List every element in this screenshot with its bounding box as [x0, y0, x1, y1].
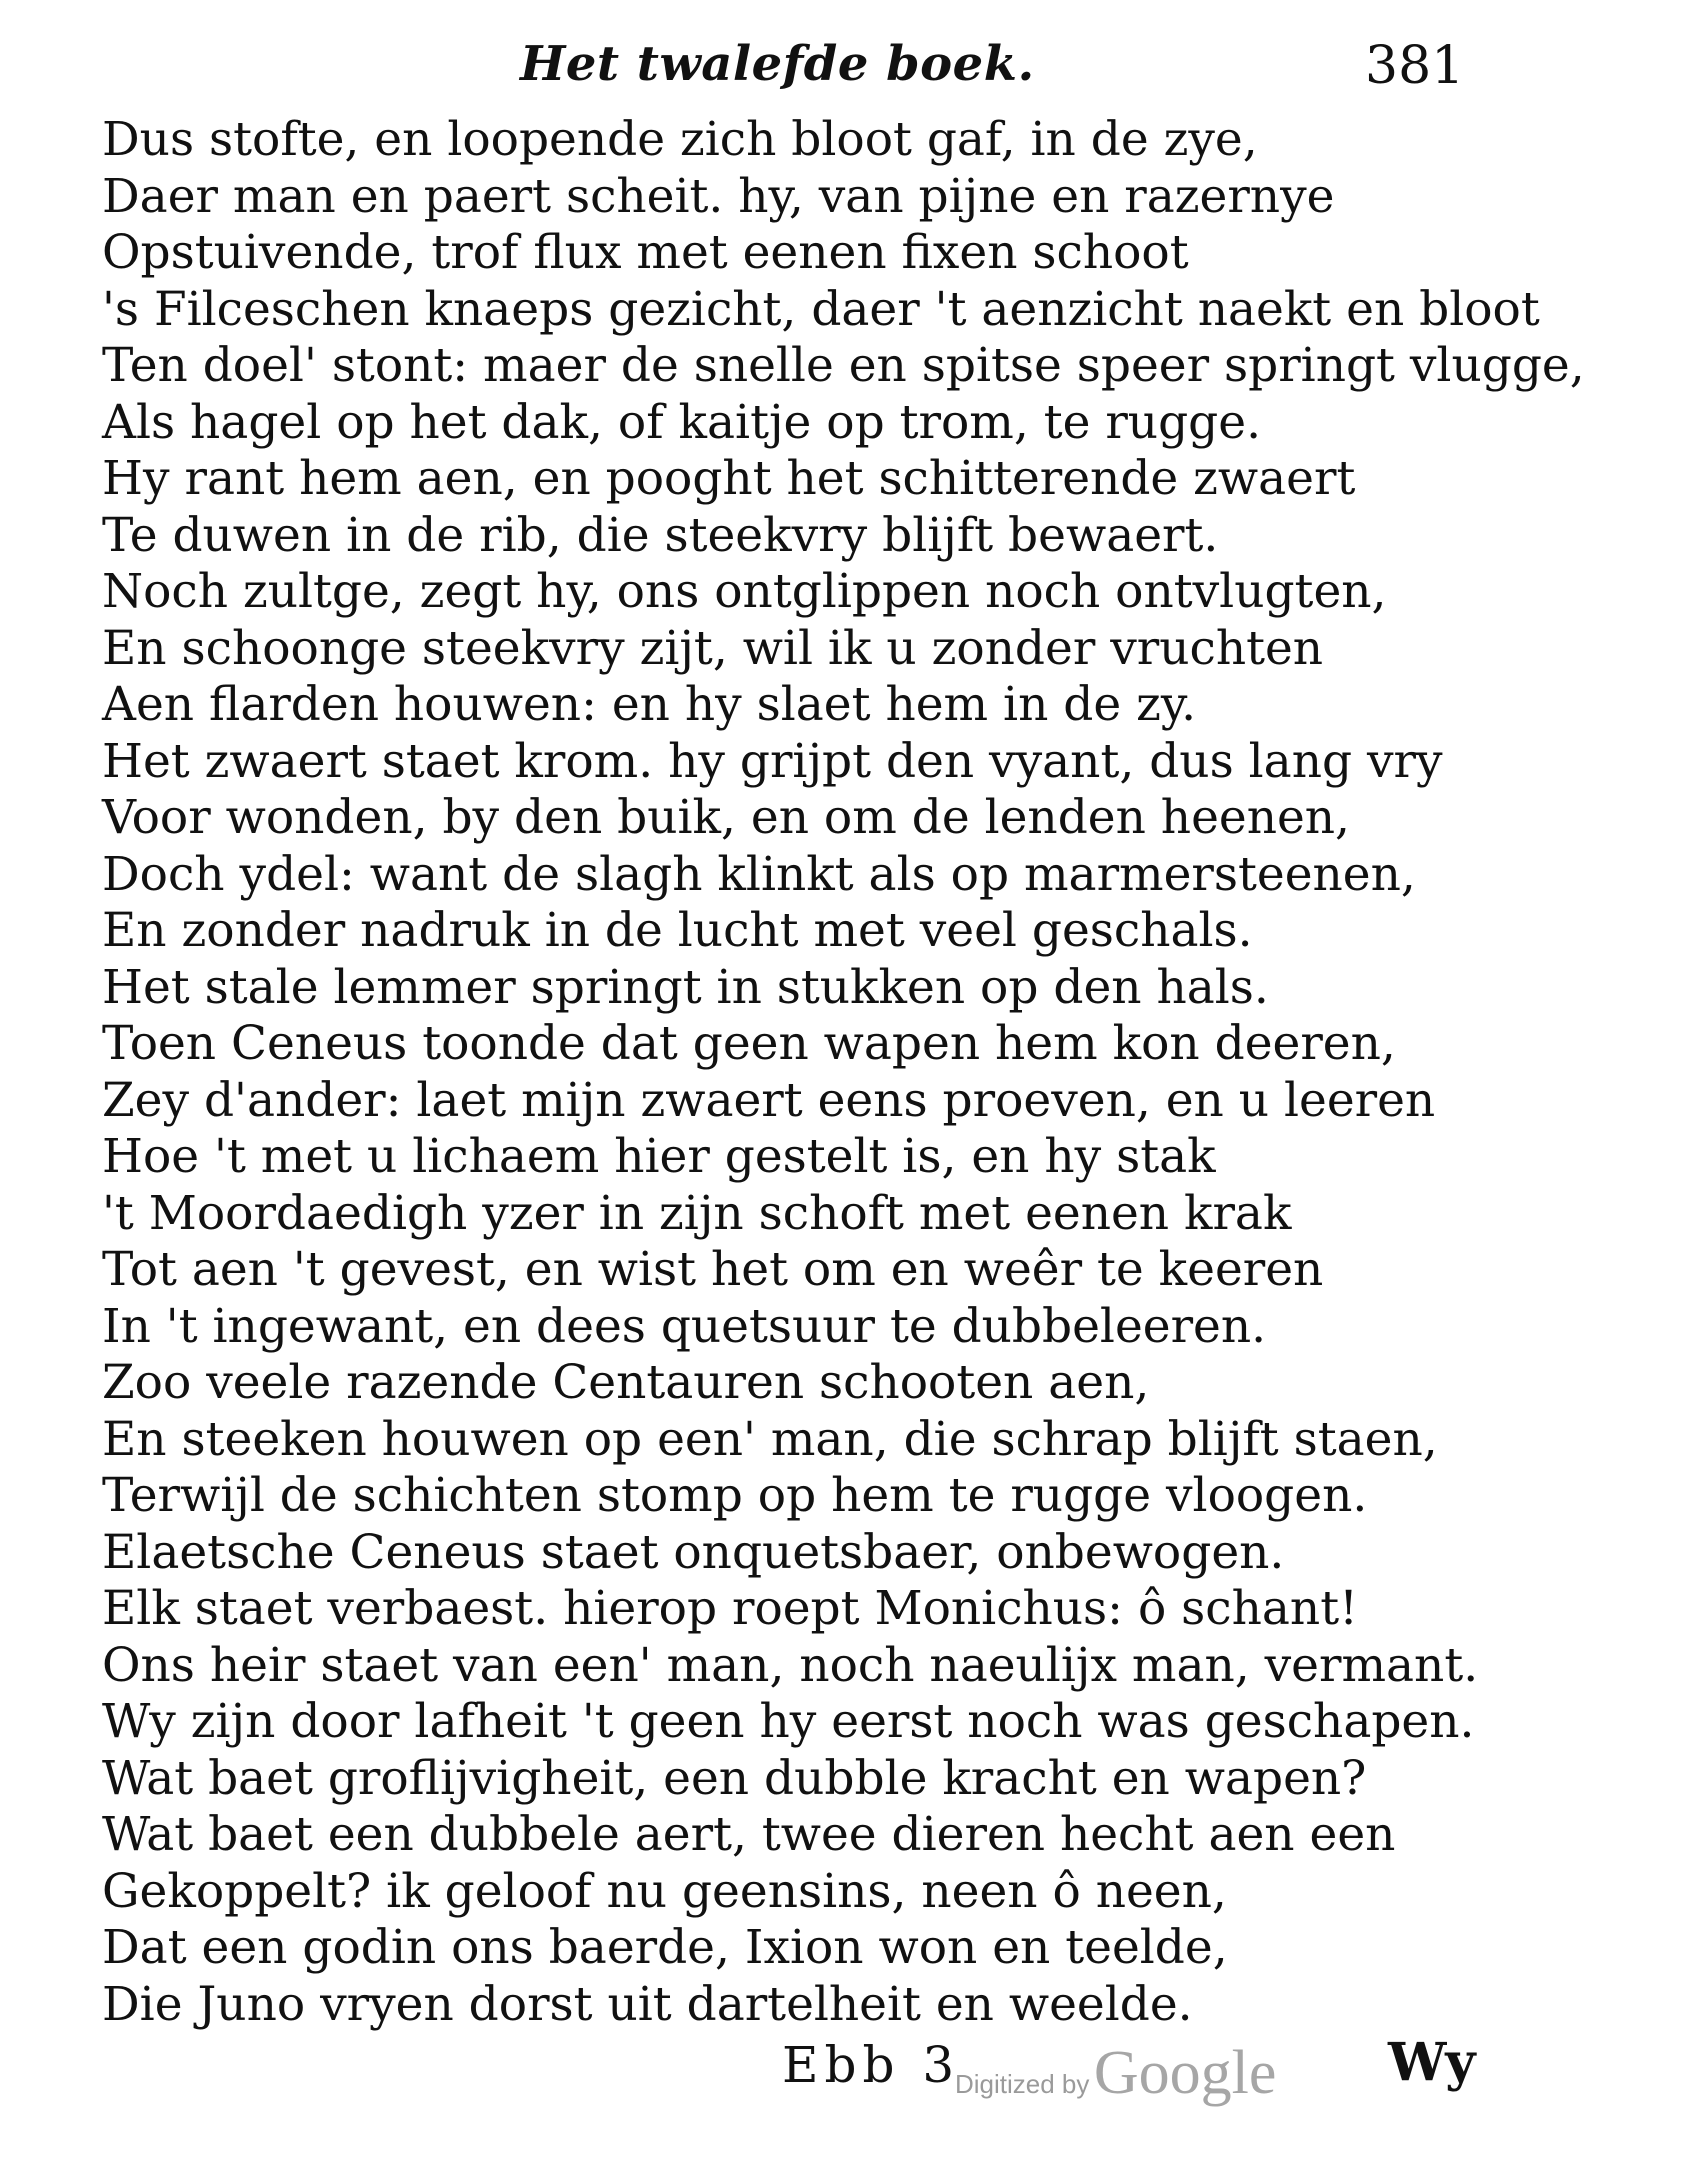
verse-line: Wat baet een dubbele aert, twee dieren hecht aen een — [102, 1807, 1396, 1862]
verse-line: En zonder nadruk in de lucht met veel geschals. — [102, 903, 1253, 958]
catchword: Wy — [1388, 2032, 1476, 2093]
verse-line: Dat een godin ons baerde, Ixion won en teelde, — [102, 1920, 1228, 1975]
verse-line: En steeken houwen op een' man, die schrap blijft staen, — [102, 1411, 1438, 1467]
verse-line: Aen flarden houwen: en hy slaet hem in de zy. — [102, 677, 1197, 732]
verse-line: Voor wonden, by den buik, en om de lenden heenen, — [102, 790, 1351, 845]
digitized-watermark — [955, 2038, 1276, 2109]
watermark-prefix: Digitized by — [955, 2069, 1090, 2099]
verse-line: Wat baet groflijvigheit, een dubble kracht en wapen? — [102, 1750, 1367, 1806]
verse-line: 's Filceschen knaeps gezicht, daer 't aenzicht naekt en bloot — [102, 281, 1540, 337]
verse-line: Elaetsche Ceneus staet onquetsbaer, onbewogen. — [102, 1524, 1285, 1580]
verse-line: Elk staet verbaest. hierop roept Monichus: ô schant! — [102, 1581, 1358, 1636]
verse-line: Ons heir staet van een' man, noch naeulijx man, vermant. — [102, 1637, 1479, 1693]
verse-line: Wy zijn door lafheit 't geen hy eerst noch was geschapen. — [102, 1694, 1475, 1749]
verse-line: In 't ingewant, en dees quetsuur te dubbeleeren. — [102, 1298, 1267, 1354]
verse-line: Zoo veele razende Centauren schooten aen, — [102, 1355, 1150, 1410]
verse-line: Toen Ceneus toonde dat geen wapen hem kon deeren, — [102, 1016, 1396, 1071]
verse-block — [102, 112, 1585, 2033]
verse-line: Hy rant hem aen, en pooght het schitterende zwaert — [102, 451, 1356, 506]
verse-line: Dus stofte, en loopende zich bloot gaf, in de zye, — [102, 112, 1258, 167]
page-number: 381 — [1365, 36, 1465, 96]
verse-line: 't Moordaedigh yzer in zijn schoft met eenen krak — [102, 1185, 1292, 1241]
verse-line: Tot aen 't gevest, en wist het om en weêr te keeren — [102, 1242, 1324, 1297]
verse-line: Te duwen in de rib, die steekvry blijft bewaert. — [102, 507, 1219, 563]
verse-line: Terwijl de schichten stomp op hem te rugge vloogen. — [102, 1468, 1368, 1523]
verse-line: Gekoppelt? ik geloof nu geensins, neen ô neen, — [102, 1863, 1227, 1919]
verse-line: Zey d'ander: laet mijn zwaert eens proeven, en u leeren — [102, 1072, 1436, 1128]
verse-line: Opstuivende, trof flux met eenen fixen schoot — [102, 225, 1189, 280]
verse-line: Als hagel op het dak, of kaitje op trom, te rugge. — [102, 394, 1262, 450]
signature-mark: Ebb 3 — [782, 2036, 961, 2094]
running-head: Het twalefde boek. — [520, 36, 1035, 92]
verse-line: Daer man en paert scheit. hy, van pijne en razernye — [102, 168, 1335, 224]
verse-line: Ten doel' stont: maer de snelle en spitse speer springt vlugge, — [102, 338, 1585, 393]
verse-line: Hoe 't met u lichaem hier gestelt is, en hy stak — [102, 1129, 1216, 1184]
verse-line: Noch zultge, zegt hy, ons ontglippen noch ontvlugten, — [102, 564, 1387, 619]
watermark-brand: Google — [1093, 2039, 1277, 2107]
verse-line: En schoonge steekvry zijt, wil ik u zonder vruchten — [102, 620, 1324, 676]
verse-line: Het stale lemmer springt in stukken op den hals. — [102, 959, 1269, 1015]
verse-line: Die Juno vryen dorst uit dartelheit en weelde. — [102, 1976, 1193, 2032]
verse-line: Het zwaert staet krom. hy grijpt den vyant, dus lang vry — [102, 733, 1443, 789]
verse-line: Doch ydel: want de slagh klinkt als op marmersteenen, — [102, 846, 1416, 902]
page-footer — [0, 2032, 1708, 2116]
